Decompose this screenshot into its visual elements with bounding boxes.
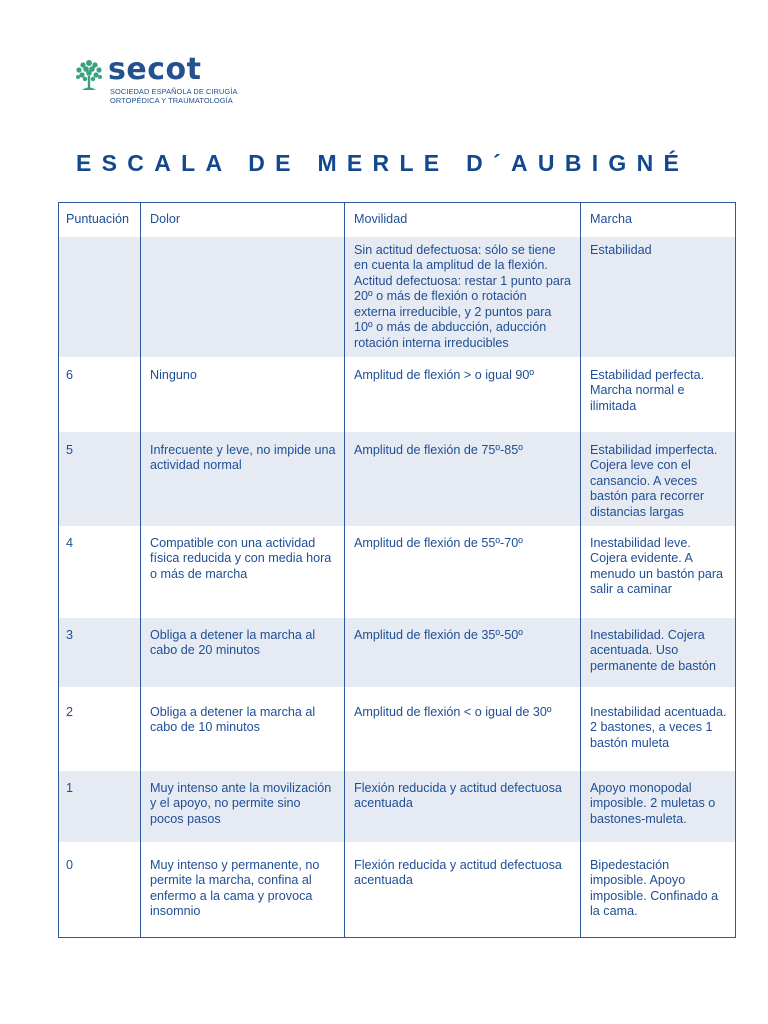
cell-movilidad: Amplitud de flexión de 75º-85º xyxy=(345,432,581,526)
cell-movilidad: Flexión reducida y actitud defectuosa acentuada xyxy=(345,771,581,842)
cell-movilidad: Amplitud de flexión de 35º-50º xyxy=(345,618,581,687)
table-row xyxy=(59,618,736,687)
table-row xyxy=(59,526,736,618)
page-title: ESCALA DE MERLE D´AUBIGNÉ xyxy=(76,150,690,176)
cell-marcha: Inestabilidad. Cojera acentuada. Uso permanente de bastón xyxy=(581,618,736,687)
logo-subtitle xyxy=(110,87,310,105)
header-marcha: Marcha xyxy=(581,203,736,237)
cell-score: 5 xyxy=(59,432,141,526)
cell-dolor: Obliga a detener la marcha al cabo de 10 minutos xyxy=(141,687,345,771)
cell-movilidad: Amplitud de flexión de 55º-70º xyxy=(345,526,581,618)
header-dolor: Dolor xyxy=(141,203,345,237)
cell-dolor: Compatible con una actividad física reducida y con media hora o más de marcha xyxy=(141,526,345,618)
table-row xyxy=(59,771,736,842)
cell-dolor: Infrecuente y leve, no impide una actividad normal xyxy=(141,432,345,526)
logo-subtitle-line2: ORTOPÉDICA Y TRAUMATOLOGÍA xyxy=(110,96,233,105)
cell-dolor: Muy intenso y permanente, no permite la marcha, confina al enfermo a la cama y provoca insomnio xyxy=(141,842,345,938)
table-row xyxy=(59,687,736,771)
cell-marcha: Estabilidad imperfecta. Cojera leve con el cansancio. A veces bastón para recorrer distancias largas xyxy=(581,432,736,526)
cell-score: 2 xyxy=(59,687,141,771)
cell-marcha: Bipedestación imposible. Apoyo imposible. Confinado a la cama. xyxy=(581,842,736,938)
cell-dolor xyxy=(141,237,345,357)
score-table xyxy=(58,202,736,938)
logo-wordmark: secot xyxy=(108,52,202,87)
table-row xyxy=(59,237,736,357)
table-row xyxy=(59,357,736,432)
cell-dolor: Muy intenso ante la movilización y el apoyo, no permite sino pocos pasos xyxy=(141,771,345,842)
cell-movilidad: Amplitud de flexión > o igual 90º xyxy=(345,357,581,432)
cell-score xyxy=(59,237,141,357)
table-row xyxy=(59,432,736,526)
cell-marcha: Estabilidad xyxy=(581,237,736,357)
cell-score: 4 xyxy=(59,526,141,618)
cell-marcha: Inestabilidad leve. Cojera evidente. A menudo un bastón para salir a caminar xyxy=(581,526,736,618)
cell-movilidad: Sin actitud defectuosa: sólo se tiene en cuenta la amplitud de la flexión. Actitud defectuosa: restar 1 punto para 20º o más de flexión o rotación externa irreducible, y 2 puntos para 10º o más de abducción, aducción rotación interna irreducibles xyxy=(345,237,581,357)
table-row xyxy=(59,842,736,938)
header-puntuacion: Puntuación xyxy=(59,203,141,237)
secot-logo xyxy=(74,52,238,105)
cell-marcha: Apoyo monopodal imposible. 2 muletas o bastones-muleta. xyxy=(581,771,736,842)
table-header-row xyxy=(59,203,736,237)
cell-score: 0 xyxy=(59,842,141,938)
tree-icon xyxy=(74,58,104,92)
cell-score: 1 xyxy=(59,771,141,842)
cell-marcha: Estabilidad perfecta. Marcha normal e ilimitada xyxy=(581,357,736,432)
header-movilidad: Movilidad xyxy=(345,203,581,237)
logo-subtitle-line1: SOCIEDAD ESPAÑOLA DE CIRUGÍA xyxy=(110,87,238,96)
cell-movilidad: Amplitud de flexión < o igual de 30º xyxy=(345,687,581,771)
cell-dolor: Ninguno xyxy=(141,357,345,432)
cell-score: 3 xyxy=(59,618,141,687)
cell-marcha: Inestabilidad acentuada. 2 bastones, a veces 1 bastón muleta xyxy=(581,687,736,771)
cell-movilidad: Flexión reducida y actitud defectuosa acentuada xyxy=(345,842,581,938)
cell-score: 6 xyxy=(59,357,141,432)
cell-dolor: Obliga a detener la marcha al cabo de 20 minutos xyxy=(141,618,345,687)
